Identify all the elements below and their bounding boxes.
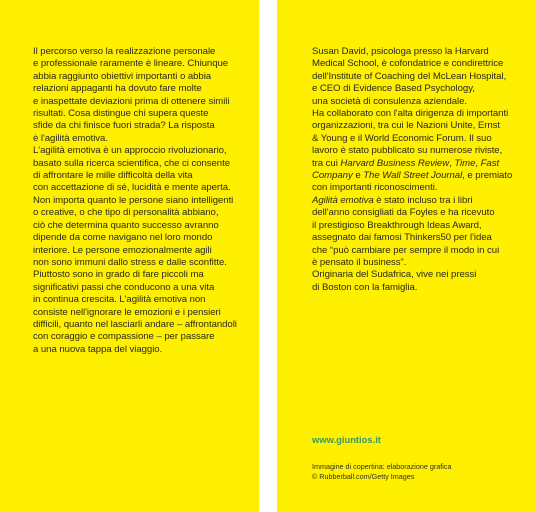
book-title: Agilità emotiva	[312, 194, 374, 206]
description-line: a una nuova tappa del viaggio.	[33, 343, 163, 355]
bio-text: è stato incluso tra i libri	[373, 194, 473, 206]
author-bio	[312, 46, 526, 294]
bio-line: di Boston con la famiglia.	[312, 281, 418, 293]
description-line: Piuttosto sono in grado di fare piccoli ma	[33, 269, 204, 281]
credit-line: Immagine di copertina: elaborazione grafica	[312, 462, 452, 471]
publisher-website[interactable]: www.giuntios.it	[312, 434, 381, 445]
description-line: abbia raggiunto obiettivi importanti o abbia	[33, 70, 212, 82]
book-description	[33, 46, 247, 356]
description-line: ciò che determina quanto successo avranno	[33, 219, 219, 231]
bio-line: Originaria del Sudafrica, vive nei pressi	[312, 269, 477, 281]
left-flap	[0, 0, 259, 512]
description-line: difficili, quanto nel lasciarli andare – affrontandoli	[33, 318, 237, 330]
bio-text: tra cui	[312, 157, 341, 169]
bio-text: , e premiato	[462, 170, 513, 182]
magazine-title: Time	[454, 157, 476, 169]
bio-line: con importanti riconoscimenti.	[312, 182, 438, 194]
description-line: significativi passi che conducono a una vita	[33, 281, 215, 293]
magazine-title: Harvard Business Review	[340, 157, 450, 169]
description-line: e professionale raramente è lineare. Chiunque	[33, 58, 229, 70]
bio-line: è pensato il business”.	[312, 256, 407, 268]
description-line: dipende da come navigano nel loro mondo	[33, 232, 213, 244]
description-line: L'agilità emotiva è un approccio rivoluzionario,	[33, 145, 227, 157]
separator: ,	[475, 157, 481, 169]
separator: ,	[449, 157, 455, 169]
description-line: di affrontare le mille difficoltà della vita	[33, 170, 193, 182]
description-line: relazioni appaganti ha dovuto fare molte	[33, 83, 202, 95]
description-line: o creative, o che tipo di personalità abbiano,	[33, 207, 219, 219]
bio-line	[312, 195, 526, 207]
bio-line: il prestigioso Breakthrough Ideas Award,	[312, 219, 482, 231]
bio-line: e CEO di Evidence Based Psychology,	[312, 83, 475, 95]
description-line: Non importa quanto le persone siano intelligenti	[33, 194, 234, 206]
credit-line: © Rubberball.com/Getty Images	[312, 471, 415, 481]
bio-line: dell'anno consigliati da Foyles e ha ricevuto	[312, 207, 495, 219]
description-line: con accettazione di sé, lucidità e mente aperta.	[33, 182, 231, 194]
bio-line: Medical School, è cofondatrice e condirettrice	[312, 58, 504, 70]
description-line: in continua crescita. L'agilità emotiva non	[33, 294, 206, 306]
bio-line: assegnato dai famosi Thinkers50 per l'idea	[312, 232, 492, 244]
description-line: Il percorso verso la realizzazione personale	[33, 46, 216, 57]
description-line: basato sulla ricerca scientifica, che ci consente	[33, 157, 230, 169]
cover-credits	[312, 462, 451, 481]
description-line: sfide da chi finisce fuori strada? La risposta	[33, 120, 215, 132]
bio-line: & Young e il World Economic Forum. Il suo	[312, 132, 492, 144]
bio-line: che “può cambiare per sempre il modo in cui	[312, 244, 500, 256]
description-line: è l'agilità emotiva.	[33, 132, 108, 144]
description-line: interiore. Le persone emozionalmente agili	[33, 244, 212, 256]
description-line: con coraggio e compassione – per passare	[33, 331, 215, 343]
magazine-title: Company	[312, 170, 353, 182]
bio-line	[312, 170, 526, 182]
bio-line: una società di consulenza aziendale.	[312, 95, 468, 107]
bio-line: Ha collaborato con l'alta dirigenza di importanti	[312, 108, 509, 120]
bio-line: lavoro è stato pubblicato su numerose riviste,	[312, 145, 503, 157]
description-line: e inaspettate deviazioni prima di ottenere simili	[33, 95, 230, 107]
description-line: non sono immuni dallo stress e dalle sconfitte.	[33, 256, 227, 268]
bio-line: dell'Institute of Coaching del McLean Hospital,	[312, 70, 507, 82]
description-line: consiste nell'ignorare le emozioni e i pensieri	[33, 306, 221, 318]
bio-line: Susan David, psicologa presso la Harvard	[312, 46, 489, 57]
magazine-title: Fast	[480, 157, 500, 169]
bio-line: organizzazioni, tra cui le Nazioni Unite, Ernst	[312, 120, 501, 132]
right-flap	[277, 0, 536, 512]
newspaper-title: The Wall Street Journal	[363, 170, 463, 182]
description-line: risultati. Cosa distingue chi supera queste	[33, 108, 209, 120]
bio-line	[312, 158, 526, 170]
bio-text: e	[352, 170, 364, 182]
